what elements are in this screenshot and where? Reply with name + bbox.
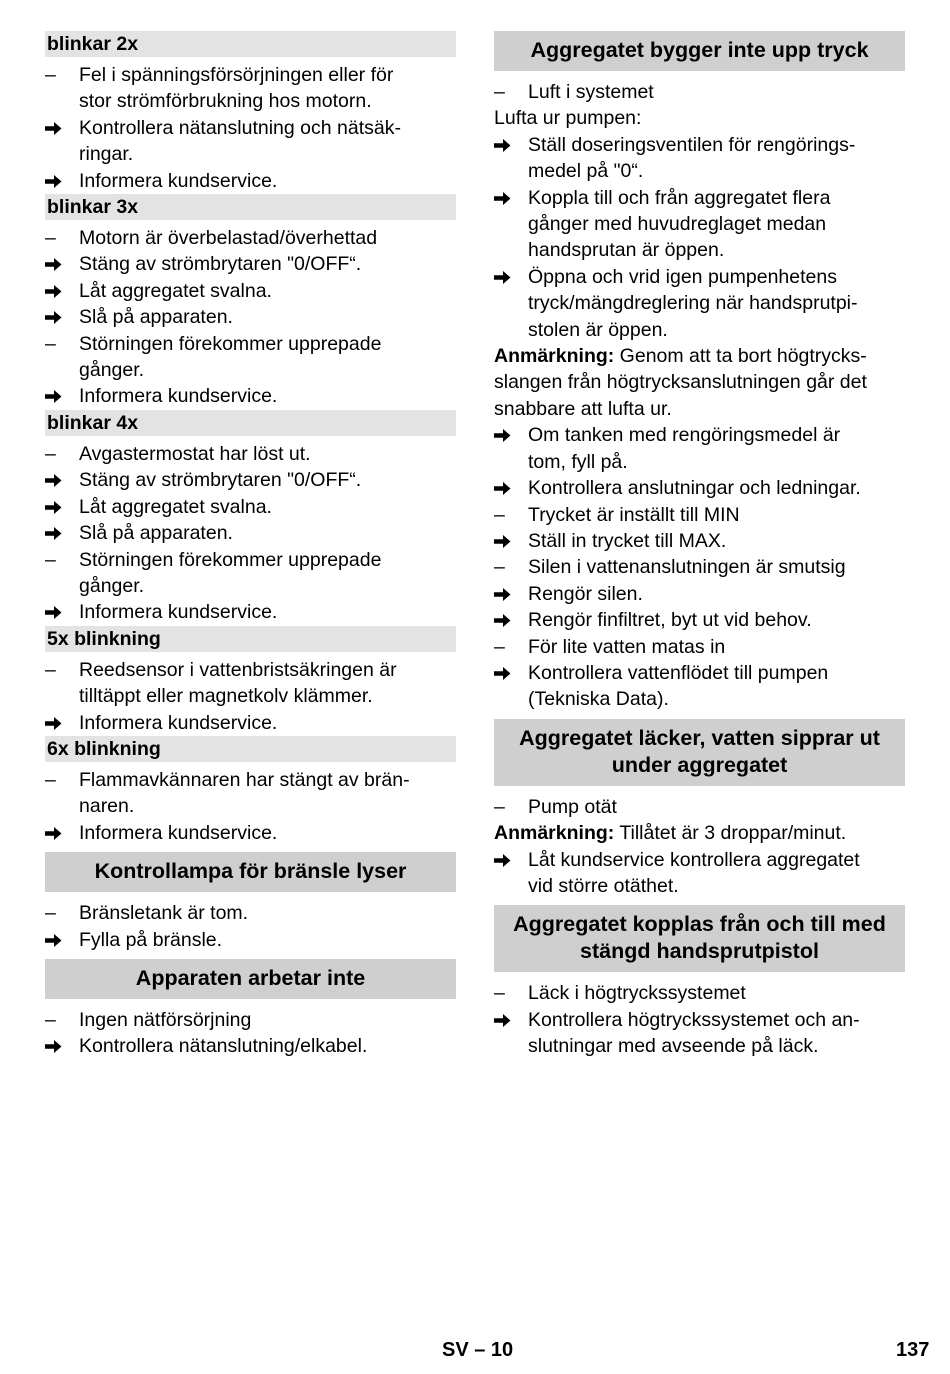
- arrow-right-icon: [494, 847, 524, 875]
- arrow-right-icon: [45, 115, 75, 143]
- cause-item: [494, 794, 905, 820]
- arrow-right-icon: [494, 660, 524, 688]
- line-text: Störningen förekommer upprepade: [79, 548, 382, 571]
- section-heading: Apparaten arbetar inte: [45, 959, 456, 999]
- line-text: Kontrollera anslutningar och ledningar.: [528, 477, 861, 500]
- text-line: [45, 141, 456, 167]
- footer-language-page: SV – 10: [442, 1339, 514, 1361]
- dash-marker: –: [45, 332, 56, 355]
- dash-marker: –: [45, 64, 56, 86]
- action-step: [45, 115, 456, 141]
- line-text: Informera kundservice.: [79, 601, 278, 624]
- subsection-heading: blinkar 4x: [45, 410, 456, 436]
- arrow-right-icon: [45, 467, 75, 495]
- cause-item: [45, 1007, 456, 1033]
- dash-marker: –: [494, 556, 505, 579]
- subsection-heading: blinkar 3x: [45, 194, 456, 220]
- action-step: [45, 710, 456, 736]
- arrow-right-icon: [494, 475, 524, 503]
- arrow-right-icon: [45, 1033, 75, 1061]
- action-step: [45, 467, 456, 493]
- line-text: Låt aggregatet svalna.: [79, 279, 272, 302]
- cause-item: [494, 502, 905, 528]
- text-line: [494, 369, 905, 395]
- line-text: Trycket är inställt till MIN: [528, 503, 740, 526]
- line-text: Koppla till och från aggregatet flera: [528, 186, 831, 209]
- line-text: Kontrollera vattenflödet till pumpen: [528, 661, 829, 684]
- arrow-right-icon: [45, 710, 75, 738]
- note-text: [494, 343, 905, 369]
- line-text: handsprutan är öppen.: [528, 239, 725, 262]
- subsection-heading: blinkar 2x: [45, 31, 456, 57]
- line-text: snabbare att lufta ur.: [494, 397, 672, 420]
- action-step: [45, 820, 456, 846]
- line-text: tryck/mängdreglering när handsprutpi-: [528, 292, 858, 315]
- section-heading: Aggregatet läcker, vatten sipprar ut under aggregatet: [494, 719, 905, 786]
- line-text: Om tanken med rengöringsmedel är: [528, 424, 841, 447]
- line-text: Stäng av strömbrytaren "0/OFF“.: [79, 253, 362, 276]
- cause-item: [494, 79, 905, 105]
- dash-marker: –: [494, 81, 505, 103]
- line-text: Rengör silen.: [528, 582, 643, 605]
- action-step: [45, 599, 456, 625]
- line-text: medel på "0“.: [528, 160, 644, 183]
- dash-marker: –: [494, 503, 505, 526]
- dash-marker: –: [45, 442, 56, 465]
- cause-item: [45, 547, 456, 573]
- dash-marker: –: [45, 768, 56, 791]
- line-text: Låt aggregatet svalna.: [79, 495, 272, 518]
- line-text: För lite vatten matas in: [528, 635, 726, 658]
- action-step: [494, 607, 905, 633]
- arrow-right-icon: [45, 520, 75, 548]
- line-text: Rengör finfiltret, byt ut vid behov.: [528, 609, 812, 632]
- arrow-right-icon: [45, 820, 75, 848]
- action-step: [494, 475, 905, 501]
- text-line: [494, 317, 905, 343]
- text-line: [494, 105, 905, 131]
- section-heading: Kontrollampa för bränsle lyser: [45, 852, 456, 892]
- arrow-right-icon: [45, 383, 75, 411]
- cause-item: [494, 634, 905, 660]
- action-step: [45, 1033, 456, 1059]
- action-step: [494, 264, 905, 290]
- line-text: Motorn är överbelastad/överhettad: [79, 227, 378, 250]
- dash-marker: –: [494, 795, 505, 818]
- line-text: Ingen nätförsörjning: [79, 1008, 252, 1031]
- line-text: stor strömförbrukning hos motorn.: [79, 90, 372, 113]
- text-line: [45, 683, 456, 709]
- arrow-right-icon: [494, 422, 524, 450]
- action-step: [45, 304, 456, 330]
- note-text: [494, 820, 905, 846]
- note-label: Anmärkning:: [494, 345, 615, 368]
- action-step: [45, 494, 456, 520]
- arrow-right-icon: [494, 264, 524, 292]
- line-text: gånger.: [79, 574, 145, 597]
- action-step: [45, 168, 456, 194]
- cause-item: [45, 767, 456, 793]
- line-text: Störningen förekommer upprepade: [79, 332, 382, 355]
- line-text: Kontrollera nätanslutning och nätsäk-: [79, 116, 401, 139]
- action-step: [45, 520, 456, 546]
- arrow-right-icon: [45, 304, 75, 332]
- text-line: [494, 237, 905, 263]
- right-column: [494, 31, 905, 1060]
- line-text: Kontrollera nätanslutning/elkabel.: [79, 1035, 368, 1058]
- action-step: [494, 528, 905, 554]
- action-step: [45, 927, 456, 953]
- line-text: slangen från högtrycksanslutningen går det: [494, 371, 867, 394]
- text-line: [494, 211, 905, 237]
- line-text: Bränsletank är tom.: [79, 902, 249, 925]
- action-step: [45, 278, 456, 304]
- arrow-right-icon: [494, 1007, 524, 1035]
- line-text: Kontrollera högtryckssystemet och an-: [528, 1008, 860, 1031]
- action-step: [494, 847, 905, 873]
- line-text: naren.: [79, 795, 135, 818]
- line-text: Lufta ur pumpen:: [494, 107, 642, 130]
- dash-marker: –: [45, 227, 56, 250]
- text-line: [494, 290, 905, 316]
- line-text: Flammavkännaren har stängt av brän-: [79, 768, 410, 791]
- text-line: [494, 158, 905, 184]
- line-text: Avgastermostat har löst ut.: [79, 442, 311, 465]
- line-text: Fylla på bränsle.: [79, 928, 223, 951]
- footer-page-number: 137: [896, 1339, 930, 1361]
- line-text: stolen är öppen.: [528, 318, 668, 341]
- line-text: Låt kundservice kontrollera aggregatet: [528, 848, 860, 871]
- line-text: tilltäppt eller magnetkolv klämmer.: [79, 685, 373, 708]
- arrow-right-icon: [494, 185, 524, 213]
- text-line: [45, 793, 456, 819]
- line-text: Läck i högtryckssystemet: [528, 982, 746, 1005]
- note-label: Anmärkning:: [494, 822, 615, 845]
- dash-marker: –: [45, 548, 56, 571]
- dash-marker: –: [45, 902, 56, 925]
- cause-item: [494, 554, 905, 580]
- line-text: Pump otät: [528, 795, 617, 818]
- section-heading: Aggregatet bygger inte upp tryck: [494, 31, 905, 71]
- subsection-heading: 6x blinkning: [45, 736, 456, 762]
- line-text: Informera kundservice.: [79, 711, 278, 734]
- arrow-right-icon: [45, 494, 75, 522]
- arrow-right-icon: [45, 168, 75, 196]
- line-text: Informera kundservice.: [79, 169, 278, 192]
- arrow-right-icon: [494, 607, 524, 635]
- arrow-right-icon: [45, 927, 75, 955]
- line-text: Stäng av strömbrytaren "0/OFF“.: [79, 469, 362, 492]
- text-line: [45, 88, 456, 114]
- text-line: [494, 873, 905, 899]
- dash-marker: –: [45, 658, 56, 681]
- text-line: [494, 1033, 905, 1059]
- action-step: [494, 422, 905, 448]
- arrow-right-icon: [45, 251, 75, 279]
- line-text: Informera kundservice.: [79, 821, 278, 844]
- action-step: [45, 383, 456, 409]
- arrow-right-icon: [45, 599, 75, 627]
- line-text: Genom att ta bort högtrycks-: [614, 345, 867, 368]
- dash-marker: –: [494, 982, 505, 1005]
- cause-item: [45, 62, 456, 88]
- line-text: Slå på apparaten.: [79, 306, 233, 329]
- action-step: [494, 1007, 905, 1033]
- dash-marker: –: [494, 635, 505, 658]
- text-line: [45, 357, 456, 383]
- line-text: Tillåtet är 3 droppar/minut.: [614, 822, 847, 845]
- arrow-right-icon: [494, 132, 524, 160]
- line-text: (Tekniska Data).: [528, 688, 669, 711]
- left-column: [45, 31, 456, 1060]
- action-step: [494, 660, 905, 686]
- text-line: [494, 686, 905, 712]
- line-text: vid större otäthet.: [528, 874, 679, 897]
- action-step: [45, 251, 456, 277]
- line-text: gånger.: [79, 359, 145, 382]
- cause-item: [45, 900, 456, 926]
- line-text: ringar.: [79, 143, 134, 166]
- section-heading: Aggregatet kopplas från och till med stängd handsprutpistol: [494, 905, 905, 972]
- line-text: slutningar med avseende på läck.: [528, 1035, 819, 1058]
- arrow-right-icon: [45, 278, 75, 306]
- arrow-right-icon: [494, 528, 524, 556]
- text-line: [45, 573, 456, 599]
- action-step: [494, 581, 905, 607]
- text-line: [494, 449, 905, 475]
- line-text: Slå på apparaten.: [79, 522, 233, 545]
- subsection-heading: 5x blinkning: [45, 626, 456, 652]
- cause-item: [45, 331, 456, 357]
- line-text: Ställ in trycket till MAX.: [528, 529, 727, 552]
- line-text: Öppna och vrid igen pumpenhetens: [528, 265, 837, 288]
- line-text: Silen i vattenanslutningen är smutsig: [528, 556, 846, 579]
- line-text: gånger med huvudreglaget medan: [528, 213, 827, 236]
- line-text: Fel i spänningsförsörjningen eller för: [79, 64, 394, 86]
- line-text: Luft i systemet: [528, 81, 654, 103]
- line-text: Ställ doseringsventilen för rengörings-: [528, 133, 856, 156]
- dash-marker: –: [45, 1008, 56, 1031]
- action-step: [494, 132, 905, 158]
- cause-item: [45, 225, 456, 251]
- arrow-right-icon: [494, 581, 524, 609]
- line-text: tom, fyll på.: [528, 450, 628, 473]
- cause-item: [45, 441, 456, 467]
- text-line: [494, 396, 905, 422]
- cause-item: [494, 980, 905, 1006]
- line-text: Informera kundservice.: [79, 385, 278, 408]
- line-text: Reedsensor i vattenbristsäkringen är: [79, 658, 397, 681]
- action-step: [494, 185, 905, 211]
- cause-item: [45, 657, 456, 683]
